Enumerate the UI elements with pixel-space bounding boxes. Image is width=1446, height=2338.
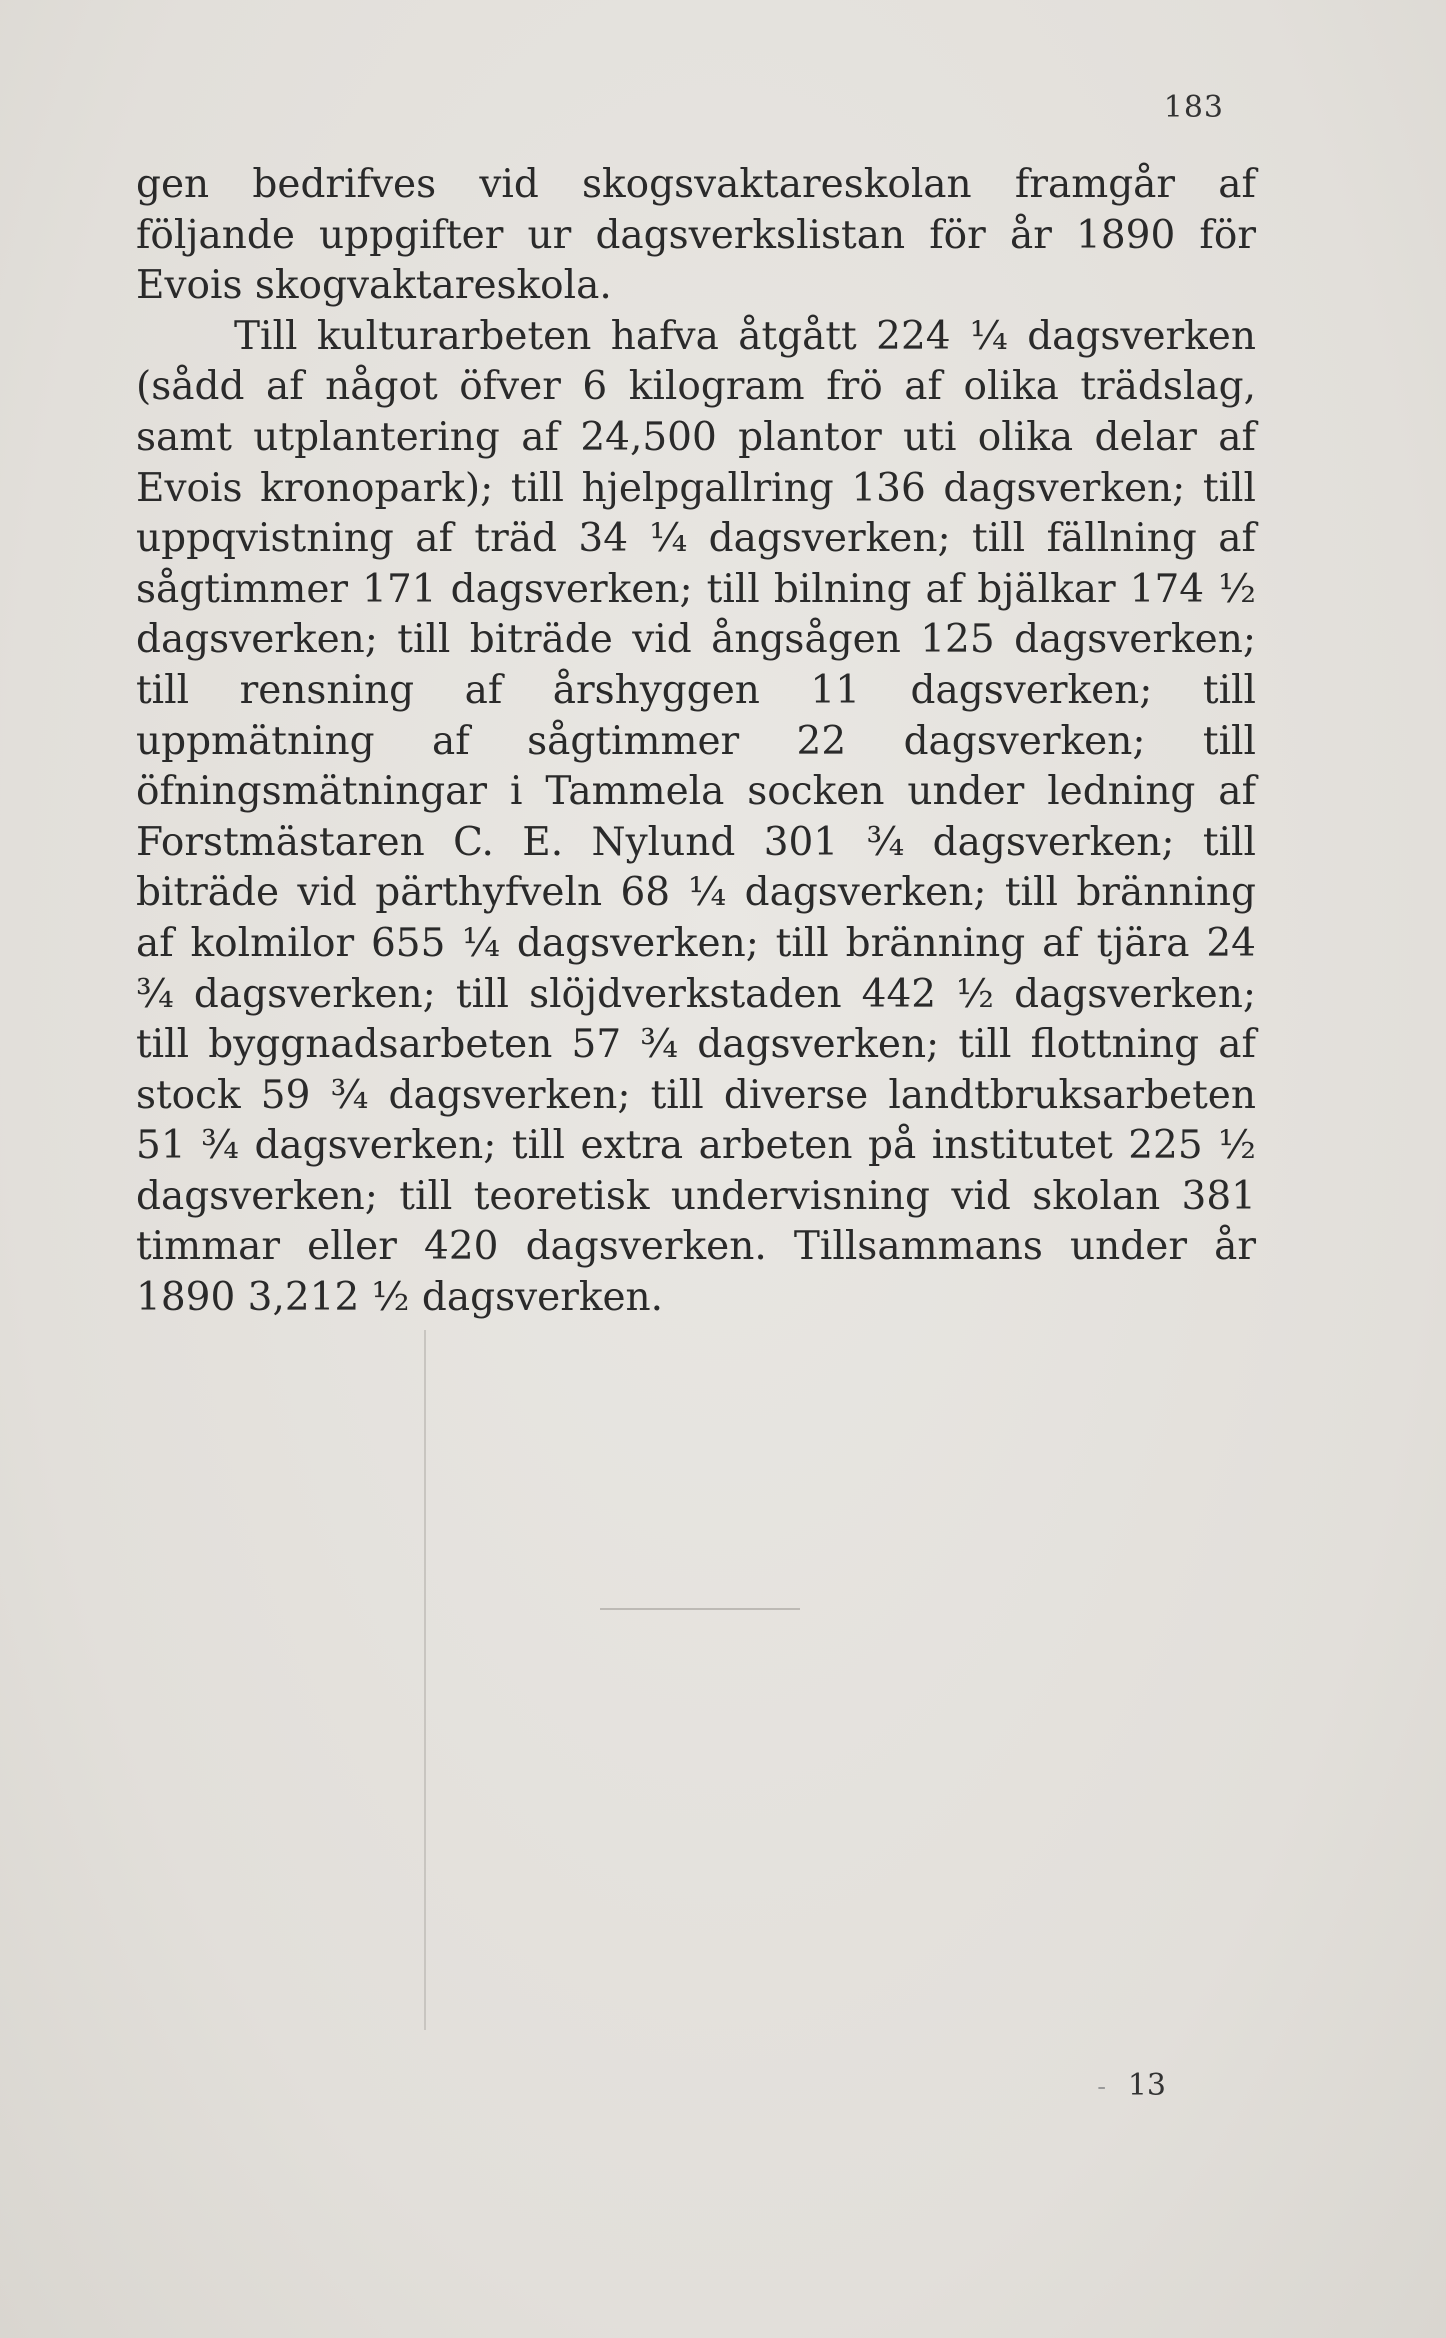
sheet-number: 13: [1127, 2068, 1166, 2103]
bleed-through-rule: [600, 1608, 800, 1610]
body-text: [136, 160, 1256, 1324]
sheet-dash: -: [1097, 2072, 1106, 2102]
page-number: 183: [1163, 90, 1224, 125]
bleed-through-rule-vertical: [424, 1330, 426, 2030]
paragraph-work-summary: Till kulturarbeten hafva åtgått 224 ¼ dagsverken (sådd af något öfver 6 kilogram frö af olika trädslag, samt utplantering af 24,500 plantor uti olika delar af Evois kronopark); till hjelpgallring 136 dagsverken; till uppqvistning af träd 34 ¼ dagsverken; till fällning af sågtimmer 171 dagsverken; till bilning af bjälkar 174 ½ dagsverken; till biträde vid ångsågen 125 dagsverken; till rensning af årshyggen 11 dagsverken; till uppmätning af sågtimmer 22 dagsverken; till öfningsmätningar i Tammela socken under ledning af Forstmästaren C. E. Nylund 301 ¾ dagsverken; till biträde vid pärthyfveln 68 ¼ dagsverken; till bränning af kolmilor 655 ¼ dagsverken; till bränning af tjära 24 ¾ dagsverken; till slöjdverkstaden 442 ½ dagsverken; till byggnadsarbeten 57 ¾ dagsverken; till flottning af stock 59 ¾ dagsverken; till diverse landtbruksarbeten 51 ¾ dagsverken; till extra arbeten på institutet 225 ½ dagsverken; till teoretisk undervisning vid skolan 381 timmar eller 420 dagsverken. Tillsammans under år 1890 3,212 ½ dagsverken.: [136, 313, 1256, 1321]
paragraph-continuation: gen bedrifves vid skogsvaktareskolan framgår af följande uppgifter ur dagsverkslistan för år 1890 för Evois skogvaktareskola.: [136, 162, 1256, 309]
